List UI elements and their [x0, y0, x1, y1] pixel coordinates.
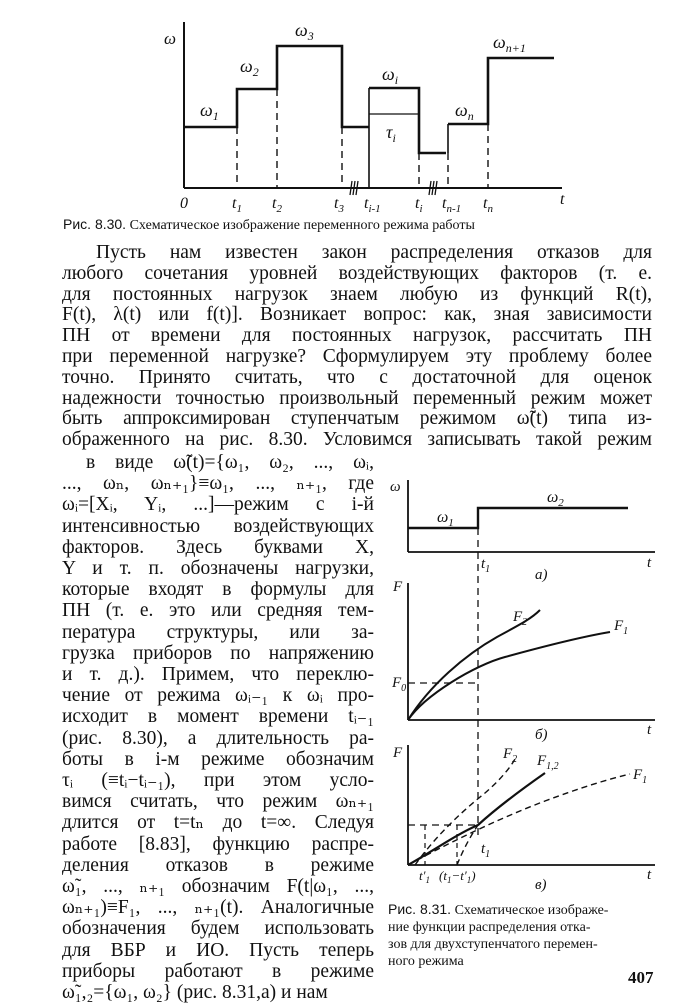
tick-label-ti-1: $t_{i-1}$	[364, 195, 381, 214]
text-line: работе [8.83], функцию распре-	[62, 833, 374, 855]
curve-F1-dashed	[408, 774, 630, 865]
level-label-3: $\omega_3$	[295, 20, 314, 43]
text-line: грузка приборов по напряжению	[62, 642, 374, 664]
panel-a	[390, 479, 655, 583]
panel-c-t1-prime: $t'_1$	[419, 868, 430, 885]
x-axis-label: t	[560, 191, 565, 208]
level-label-i: $\omega_i$	[382, 64, 399, 87]
text-line: F(t), λ(t) или f(t)]. Возникает вопрос: как, зная зависимости	[62, 304, 652, 326]
text-line: в виде ω̃(t)={ω₁, ω₂, ..., ωᵢ,	[86, 452, 374, 473]
panel-c-y-label: F	[393, 745, 403, 761]
figure-8-30	[150, 18, 590, 214]
tick-label-t3: $t_3$	[334, 195, 344, 214]
tick-label-tn: $t_n$	[483, 195, 493, 214]
panel-b-F0: $F_0$	[392, 675, 407, 694]
text-line: любого сочетания уровней воздействующих факторов (т. е.	[62, 262, 652, 284]
y-axis-label: ω	[164, 29, 177, 48]
text-line: для ВБР и ИО. Пусть теперь	[62, 939, 374, 961]
text-line: при переменной нагрузке? Сформулируем эту проблему более	[62, 345, 652, 367]
level-label-2: $\omega_2$	[240, 56, 259, 79]
level-label-n: $\omega_n$	[455, 100, 474, 123]
panel-b-x-label: t	[647, 722, 652, 738]
panel-b	[391, 579, 655, 743]
panel-a-w1: $\omega_1$	[437, 509, 454, 529]
caption-line: ного режима	[388, 954, 464, 969]
text-line: интенсивностью воздействующих	[62, 515, 374, 537]
page-number: 407	[628, 968, 654, 987]
text-line: обозначения будем использовать	[62, 918, 374, 940]
panel-a-x-label: t	[647, 555, 652, 571]
text-line: чение от режима ωᵢ₋₁ к ωᵢ про-	[62, 685, 374, 707]
figure-8-31-caption	[388, 901, 678, 970]
text-line: τᵢ (≡tᵢ−tᵢ₋₁), при этом усло-	[62, 770, 374, 792]
text-line: исходит в момент времени tᵢ₋₁	[62, 706, 374, 728]
level-label-n-plus-1: $\omega_{n+1}$	[493, 32, 526, 55]
panel-c	[392, 745, 655, 893]
tick-label-t1: $t_1$	[232, 195, 242, 214]
text-line: вимся считать, что режим ωₙ₊₁	[62, 791, 374, 813]
panel-c-t1: $t_1$	[481, 841, 491, 860]
text-line: надежности точностью произвольный переменный режим может	[62, 387, 652, 409]
panel-b-y-label: F	[393, 579, 403, 595]
curve-F2-dashed	[415, 759, 515, 865]
panel-c-difference: $(t_1-t'_1)$	[439, 868, 476, 885]
panel-a-t1: $t_1$	[481, 556, 491, 575]
text-line: ωᵢ=[Xᵢ, Yᵢ, ...]—режим с i-й	[62, 494, 374, 516]
text-line: которые входят в формулы для	[62, 579, 374, 601]
tick-dashes	[237, 89, 488, 188]
text-line: и т. д.). Примем, что переклю-	[62, 664, 374, 686]
text-line: приборы работают в режиме	[62, 960, 374, 982]
text-line: длится от t=tₙ до t=∞. Следуя	[62, 812, 374, 834]
text-line: Пусть нам известен закон распределения отказов для	[96, 242, 652, 263]
caption-text: Схематическое изображение переменного режима работы	[129, 218, 475, 233]
text-line: ПН (т. е. это или средняя тем-	[62, 600, 374, 622]
caption-line: ние функции распределения отка-	[388, 920, 591, 935]
panel-b-label: б)	[535, 727, 548, 743]
tau-label: $\tau_i$	[386, 122, 396, 145]
tick-label-t2: $t_2$	[272, 195, 282, 214]
text-line: деления отказов в режиме	[62, 854, 374, 876]
panel-c-label: в)	[535, 877, 547, 893]
caption-label: Рис. 8.30.	[63, 216, 127, 232]
text-line: ω̃₁,₂={ω₁, ω₂} (рис. 8.31,а) и нам	[62, 982, 328, 1003]
text-line: быть аппроксимирован ступенчатым режимом ω̃(t) типа из-	[62, 408, 652, 430]
panel-c-F12: $F_{1,2}$	[537, 753, 559, 772]
paragraph-narrow	[62, 452, 374, 1003]
caption-line: Схематическое изображе-	[454, 903, 609, 918]
text-line: боты в i-м режиме обозначим	[62, 748, 374, 770]
tick-label-tn-1: $t_{n-1}$	[442, 195, 462, 214]
panel-a-label: а)	[535, 567, 548, 583]
text-line: ..., ωₙ, ωₙ₊₁}≡ω₁, ..., ₙ₊₁, где	[62, 473, 374, 495]
text-line: факторов. Здесь буквами X,	[62, 536, 374, 558]
panel-b-F1: $F_1$	[614, 618, 629, 637]
text-line: пература структуры, или за-	[62, 621, 374, 643]
text-line: (рис. 8.30), а длительность ра-	[62, 727, 374, 749]
text-line: точно. Принято считать, что с достаточной для оценок	[62, 366, 652, 388]
panel-c-x-label: t	[647, 867, 652, 883]
paragraph-intro	[62, 243, 652, 451]
panel-c-F2: $F_2$	[503, 746, 518, 765]
curve-F1	[408, 632, 610, 720]
curve-F2	[408, 610, 540, 720]
text-line: Y и т. п. обозначены нагрузки,	[62, 558, 374, 580]
panel-a-w2: $\omega_2$	[547, 489, 564, 509]
figure-8-30-caption	[63, 216, 663, 234]
tick-label-ti: $t_i$	[415, 195, 423, 214]
text-line: ω̃₁, ..., ₙ₊₁ обозначим F(t|ω₁, ...,	[62, 876, 374, 898]
level-label-1: $\omega_1$	[200, 100, 219, 123]
text-line: ωₙ₊₁)≡F₁, ..., ₙ₊₁(t). Аналогичные	[62, 897, 374, 919]
panel-b-F2: $F_2$	[513, 609, 528, 628]
text-line: для постоянных нагрузок знаем любую из функций R(t),	[62, 283, 652, 305]
tick-label-0: 0	[180, 195, 188, 212]
figure-8-31	[385, 475, 675, 900]
panel-c-F1: $F_1$	[633, 767, 648, 786]
panel-a-y-label: ω	[390, 479, 401, 495]
text-line: ПН от времени для постоянных нагрузок, рассчитать ПН	[62, 325, 652, 347]
caption-line: зов для двухступенчатого перемен-	[388, 937, 598, 952]
text-line: ображенного на рис. 8.30. Условимся записывать такой режим	[62, 429, 652, 451]
caption-label: Рис. 8.31.	[388, 901, 452, 917]
curve-F12	[408, 773, 545, 865]
